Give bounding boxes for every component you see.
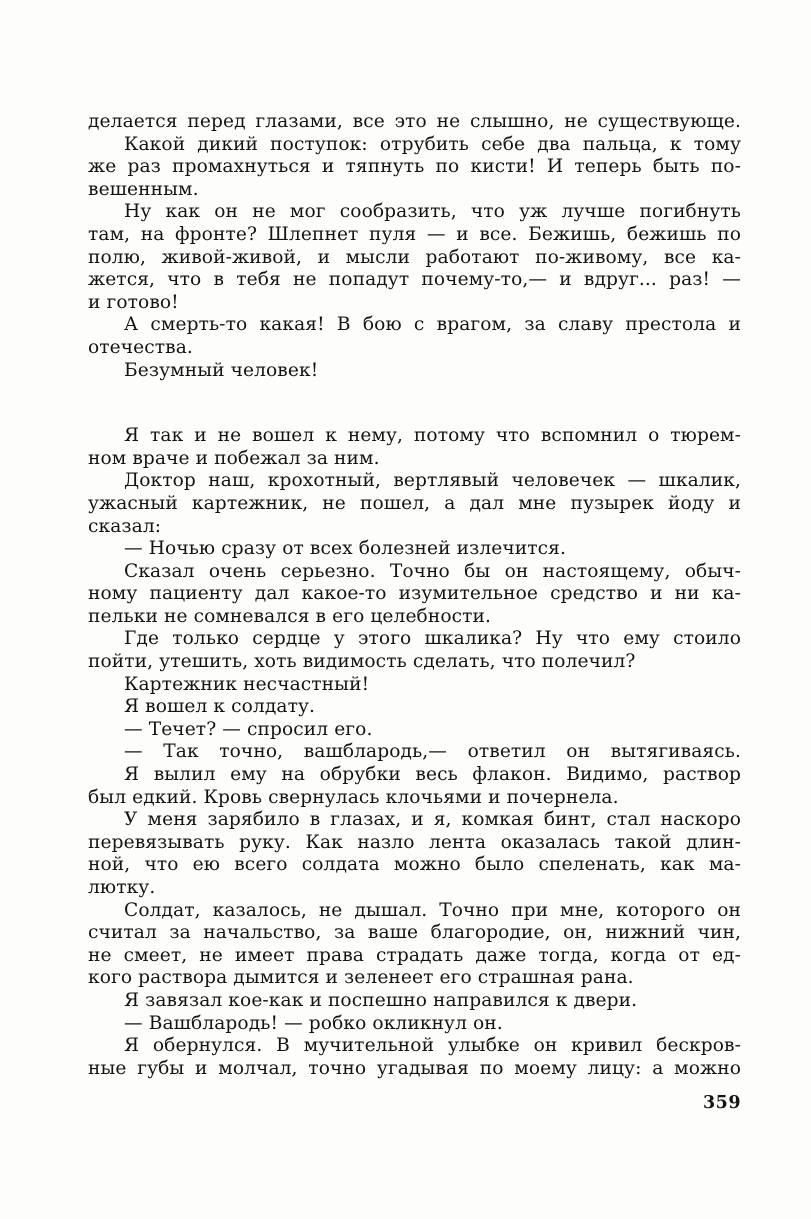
text-line: Я завязал кое-как и поспешно направился к двери. [124, 989, 638, 1011]
text-line: У меня зарябило в глазах, и я, комкая бинт, стал наскоро [124, 809, 741, 831]
text-line: ному пациенту дал какое-то изумительное средство и ни ка- [88, 583, 741, 605]
paragraph [88, 1035, 741, 1080]
text-line: Я так и не вошел к нему, потому что вспомнил о тюрем- [124, 425, 741, 447]
text-line: Доктор наш, крохотный, вертлявый человечек — шкалик, [124, 470, 741, 492]
paragraph [88, 741, 741, 764]
text-line: — Так точно, вашблародь,— ответил он вытягиваясь. [124, 741, 741, 763]
text-line: Безумный человек! [124, 359, 319, 381]
text-line: там, на фронте? Шлепнет пуля — и все. Бежишь, бежишь по [88, 223, 741, 245]
text-line: А смерть-то какая! В бою с врагом, за славу престола и [124, 314, 741, 336]
text-line: перевязывать руку. Как назло лента оказалась такой длин- [88, 831, 741, 853]
paragraph [88, 696, 741, 719]
text-line: же раз промахнуться и тяпнуть по кисти! И теперь быть по- [88, 156, 741, 178]
text-line: Я вылил ему на обрубки весь флакон. Видимо, раствор [124, 764, 741, 786]
text-line: жется, что в тебя не попадут почему-то,— и вдруг... раз! — [88, 269, 741, 291]
text-block [88, 111, 741, 1080]
text-line: — Вашблародь! — робко окликнул он. [124, 1012, 503, 1034]
paragraph [88, 425, 741, 470]
text-line: отечества. [88, 336, 193, 358]
text-line: Солдат, казалось, не дышал. Точно при мне, которого он [124, 899, 741, 921]
text-line: ные губы и молчал, точно угадывая по моему лицу: а можно [88, 1057, 741, 1079]
paragraph [88, 561, 741, 629]
text-line: сказал: [88, 515, 162, 537]
paragraph [88, 538, 741, 561]
page-number: 359 [702, 1093, 741, 1114]
paragraph [88, 1013, 741, 1036]
text-line: считал за начальство, за ваше благородие, он, нижний чин, [88, 922, 741, 944]
text-line: — Ночью сразу от всех болезней излечится. [124, 538, 567, 560]
text-line: пойти, утешить, хоть видимость сделать, что полечил? [88, 651, 636, 673]
text-line: кого раствора дымится и зеленеет его страшная рана. [88, 967, 634, 989]
text-line: Я вошел к солдату. [124, 696, 316, 718]
paragraph [88, 764, 741, 809]
paragraph [88, 674, 741, 697]
paragraph [88, 134, 741, 202]
paragraph [88, 719, 741, 742]
paragraph [88, 201, 741, 314]
text-line: Какой дикий поступок: отрубить себе два пальца, к тому [124, 133, 741, 155]
text-line: и готово! [88, 291, 179, 313]
paragraph [88, 314, 741, 359]
paragraph [88, 628, 741, 673]
text-line: лютку. [88, 877, 156, 898]
paragraph [88, 990, 741, 1013]
text-line: делается перед глазами, все это не слышно, не существующе. [88, 111, 741, 132]
text-line: вешенным. [88, 178, 199, 200]
paragraph [88, 360, 741, 383]
text-line: Ну как он не мог сообразить, что уж лучше погибнуть [124, 201, 741, 223]
text-line: — Течет? — спросил его. [124, 718, 373, 740]
text-line: Где только сердце у этого шкалика? Ну что ему стоило [124, 628, 741, 650]
text-line: ном враче и побежал за ним. [88, 447, 380, 469]
text-line: Картежник несчастный! [124, 673, 370, 695]
paragraph [88, 470, 741, 538]
text-line: Я обернулся. В мучительной улыбке он кривил бескров- [124, 1035, 741, 1057]
text-line: был едкий. Кровь свернулась клочьями и почернела. [88, 786, 619, 808]
text-column [88, 111, 741, 1113]
text-line: ужасный картежник, не пошел, а дал мне пузырек йоду и [88, 492, 741, 514]
text-line: полю, живой-живой, и мысли работают по-живому, все ка- [88, 246, 741, 268]
paragraph [88, 809, 741, 899]
paragraph [88, 111, 741, 134]
text-line: пельки не сомневался в его целебности. [88, 605, 492, 627]
text-line: не смеет, не имеет права страдать даже тогда, когда от ед- [88, 944, 741, 966]
text-line: ной, что ею всего солдата можно было спеленать, как ма- [88, 854, 741, 876]
paragraph [88, 900, 741, 990]
text-line: Сказал очень серьезно. Точно бы он настоящему, обыч- [124, 560, 741, 582]
